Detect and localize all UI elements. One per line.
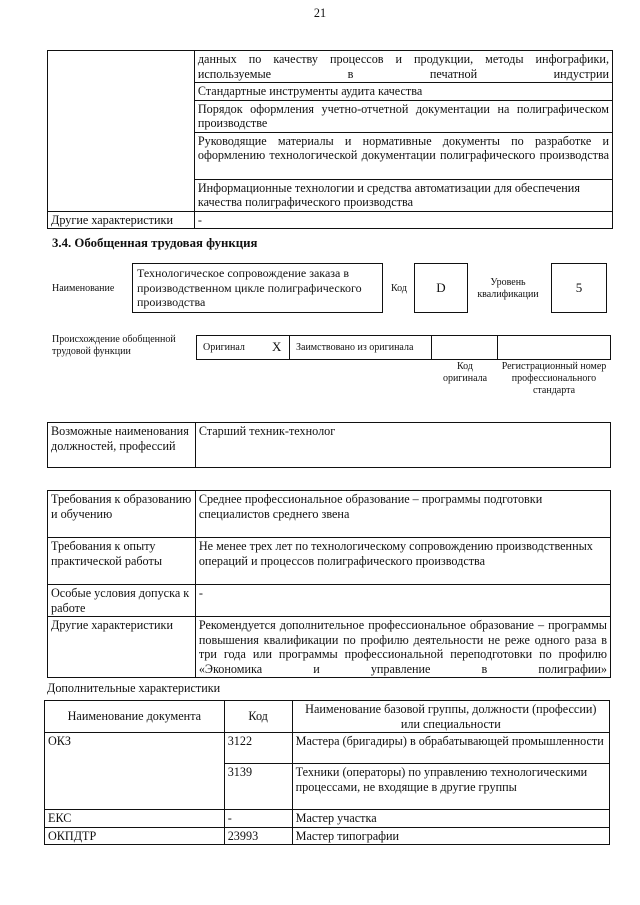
qualification-level-box [551,263,607,313]
requirement-value: Рекомендуется дополнительное профессиональное образование – программы повышения квалификации по профилю деятельности не реже одного раза в три года или программы профессиональной переподготовки по профилю «Экономика и управление в полиграфии» [195,617,610,678]
name-label: Наименование [52,283,115,294]
function-name-value: Технологическое сопровождение заказа в производственном цикле полиграфического производства [137,266,362,309]
positions-value: Старший техник-технолог [195,423,610,468]
row-name: Мастера (бригадиры) в обрабатывающей промышленности [292,733,609,764]
row-document: ЕКС [45,810,225,828]
top-table-row: Руководящие материалы и нормативные документы по разработке и оформлению технологической документации полиграфического производства [194,132,612,179]
borrowed-label: Заимствовано из оригинала [296,342,414,353]
row-document: ОКПДТР [45,827,225,845]
requirement-label: Другие характеристики [48,617,196,678]
header-group-name: Наименование базовой группы, должности (профессии) или специальности [292,701,609,733]
top-knowledge-table [47,50,613,229]
origin-label: Происхождение обобщенной трудовой функции [52,334,176,357]
section-title: 3.4. Обобщенная трудовая функция [52,236,258,250]
additional-table [44,700,610,845]
requirement-value: - [195,585,610,617]
positions-table [47,422,611,468]
code-box [414,263,468,313]
qualification-level-value: 5 [575,280,583,295]
row-document: ОКЗ [45,733,225,810]
additional-title: Дополнительные характеристики [47,681,221,695]
original-code-caption: Код оригинала [442,361,488,384]
top-table-row: данных по качеству процессов и продукции, методы инфографики, используемые в печатной индустрии [194,51,612,83]
qualification-level-label: Уровень квалификации [477,277,539,300]
top-table-row: Порядок оформления учетно-отчетной документации на полиграфическом производстве [194,100,612,132]
requirement-value: Не менее трех лет по технологическому сопровождению производственных операций и процессов полиграфического производства [195,538,610,585]
requirement-label: Требования к образованию и обучению [48,491,196,538]
function-name-box [132,263,383,313]
origin-divider-2 [431,335,432,360]
other-characteristics-value: - [194,211,612,229]
header-document: Наименование документа [45,701,225,733]
top-table-row: Информационные технологии и средства автоматизации для обеспечения качества полиграфического производства [194,179,612,211]
page-number: 21 [313,6,327,20]
code-value: D [436,280,446,295]
positions-label: Возможные наименования должностей, профессий [48,423,196,468]
origin-divider-3 [497,335,498,360]
row-code: 3139 [224,764,292,810]
top-table-row: Стандартные инструменты аудита качества [194,83,612,101]
original-label: Оригинал [203,342,245,353]
requirements-table [47,490,611,678]
requirement-label: Требования к опыту практической работы [48,538,196,585]
original-mark: X [272,339,282,354]
row-name: Мастер типографии [292,827,609,845]
registration-number-caption: Регистрационный номер профессионального стандарта [501,361,607,396]
requirement-label: Особые условия допуска к работе [48,585,196,617]
row-code: 3122 [224,733,292,764]
row-name: Мастер участка [292,810,609,828]
row-name: Техники (операторы) по управлению технологическими процессами, не входящие в другие группы [292,764,609,810]
top-table-left-cell [48,51,195,212]
row-code: - [224,810,292,828]
code-label: Код [391,283,407,294]
header-code: Код [224,701,292,733]
row-code: 23993 [224,827,292,845]
origin-divider-1 [289,335,290,360]
other-characteristics-label: Другие характеристики [48,211,195,229]
requirement-value: Среднее профессиональное образование – программы подготовки специалистов среднего звена [195,491,610,538]
